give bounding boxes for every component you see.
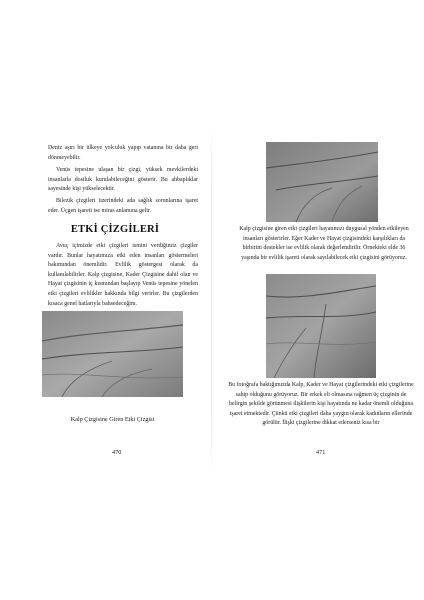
page-number-left: 470 bbox=[112, 449, 122, 456]
palm-photo-bottom bbox=[266, 274, 376, 378]
page-number-right: 471 bbox=[316, 449, 326, 456]
paragraph-continued: Deniz aşırı bir ülkeye yolculuk yapıp vatanına bir daha geri dönmeyebilir. bbox=[48, 145, 198, 161]
palm-photo-left bbox=[42, 311, 183, 397]
top-photo-caption: Kalp çizgisine giren etki çizgileri hayatımızı duygusal yönden etkileyen insanları gösterirler. Eğer Kader ve Hayat çizgisindeki karşılıkları da birbirini destekler ise evlilik olarak değerlendirilir. Örnekteki elde 36 yaşında bir evlilik işareti olarak sayılabilecek etki çizgisini görüyoruz. bbox=[239, 226, 409, 261]
paragraph-bilezik: Bilezik çizgileri üzerindeki ada sağlık sorunlarına işaret eder. Üçgen işareti ise miras anlamına gelir. bbox=[48, 198, 198, 214]
paragraph-photo-analysis: Bu fotoğrafa baktığımızda Kalp, Kader ve Hayat çizgilerindeki etki çizgilerine sahip olduğunu görüyoruz. Bir erkek eli olmasına rağmen üç çizginin de belirgin şekilde görünmesi ilişkilerin kişi hayatında ne kadar önemli olduğuna işaret etmektedir. Çünkü etki çizgileri daha yaygın olarak kadınların ellerinde görülür. İlişki çizgilerine dikkat ederseniz kısa bir bbox=[228, 382, 414, 427]
palm-photo-top bbox=[266, 142, 378, 222]
paragraph-etki: Avuç içimizde etki çizgileri ismini verdiğimiz çizgiler vardır. Bunlar hayatımıza etki eden insanları göstermeleri bakımından önemlidir. Evlilik göstergesi olarak da kullanılabilirler. Kalp çizgisine, Kader Çizgisine dahil olan ve Hayat çizgisinin iç kısmından başlayıp Venüs tepesine yönelen etki çizgileri evlilikler hakkında bilgi verirler. Bu çizgilerden kısaca genel hatlarıyla bahsedeceğim. bbox=[48, 243, 198, 307]
section-heading: ETKİ ÇİZGİLERİ bbox=[70, 224, 160, 235]
right-page bbox=[212, 0, 424, 600]
paragraph-venus: Venüs tepesine ulaşan bir çizgi, yüksek mevkilerdeki insanlarla dostluk kurulabileceğini gösterir. Bu ahbaplıklar sayesinde kişi yükselecektir. bbox=[48, 167, 198, 193]
photo-caption: Kalp Çizgisine Giren Etki Çizgisi bbox=[70, 416, 155, 423]
